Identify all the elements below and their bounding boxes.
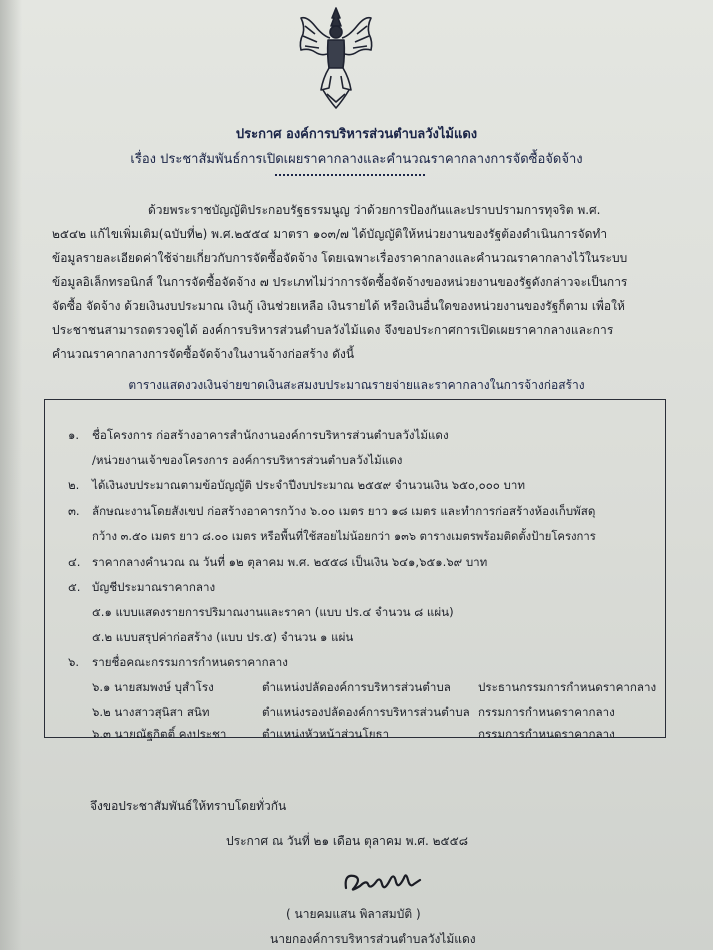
- announcement-title: ประกาศ องค์การบริหารส่วนตำบลวังไม้แดง: [235, 127, 478, 142]
- intro-paragraph: [52, 198, 652, 366]
- item-text: ราคากลางคำนวณ ณ วันที่ ๑๒ ตุลาคม พ.ศ. ๒๕๕๘ เป็นเงิน ๖๔๑,๖๕๑.๖๙ บาท: [92, 555, 488, 569]
- item-1: [68, 427, 449, 445]
- intro-line: ประชาชนสามารถตรวจดูได้ องค์การบริหารส่วนตำบลวังไม้แดง จึงขอประกาศการเปิดเผยราคากลางและการ: [52, 323, 614, 337]
- item-number: ๔.: [68, 555, 81, 569]
- item-text: ได้เงินงบประมาณตามข้อบัญญัติ ประจำปีงบประมาณ ๒๕๕๙ จำนวนเงิน ๖๕๐,๐๐๐ บาท: [92, 478, 526, 492]
- signer-title: นายกองค์การบริหารส่วนตำบลวังไม้แดง: [270, 932, 476, 946]
- item-2: [68, 477, 525, 495]
- committee-member-position: ตำแหน่งปลัดองค์การบริหารส่วนตำบล: [262, 680, 451, 694]
- item-3: [68, 503, 595, 521]
- item-text: รายชื่อคณะกรรมการกำหนดราคากลาง: [92, 655, 288, 669]
- item-5-sub-2: ๕.๒ แบบสรุปค่าก่อสร้าง (แบบ ปร.๕) จำนวน ๑ แผ่น: [92, 630, 354, 644]
- announcement-date: ประกาศ ณ วันที่ ๒๑ เดือน ตุลาคม พ.ศ. ๒๕๕๘: [226, 834, 468, 848]
- item-number: ๖.: [68, 655, 80, 669]
- table-title: ตารางแสดงวงเงินจ่ายขาดเงินสะสมงบประมาณรายจ่ายและราคากลางในการจ้างก่อสร้าง: [128, 378, 585, 392]
- committee-member-role: กรรมการกำหนดราคากลาง: [478, 705, 615, 719]
- committee-member-position: ตำแหน่งหัวหน้าส่วนโยธา: [262, 727, 390, 741]
- committee-member-position: ตำแหน่งรองปลัดองค์การบริหารส่วนตำบล: [262, 705, 470, 719]
- committee-member-name: ๖.๓ นายณัฐกิตติ์ คงประชา: [92, 727, 227, 741]
- item-text: ลักษณะงานโดยสังเขป ก่อสร้างอาคารกว้าง ๖.๐๐ เมตร ยาว ๑๘ เมตร และทำการก่อสร้างห้องเก็บพัสดุ: [92, 504, 596, 518]
- committee-member-name: ๖.๒ นางสาวสุนิสา สนิท: [92, 705, 210, 719]
- intro-line: ข้อมูลรายละเอียดค่าใช้จ่ายเกี่ยวกับการจัดซื้อจัดจ้าง โดยเฉพาะเรื่องราคากลางและคำนวณราคากลางไว้ในระบบ: [52, 251, 628, 265]
- garuda-emblem-icon: [293, 4, 379, 112]
- item-6: [68, 654, 288, 672]
- intro-line: คำนวณราคากลางการจัดซื้อจัดจ้างในงานจ้างก่อสร้าง ดังนี้: [52, 347, 355, 361]
- announcement-subject: เรื่อง ประชาสัมพันธ์การเปิดเผยราคากลางและคำนวณราคากลางการจัดซื้อจัดจ้าง: [130, 152, 583, 167]
- item-text: ชื่อโครงการ ก่อสร้างอาคารสำนักงานองค์การบริหารส่วนตำบลวังไม้แดง: [92, 428, 449, 442]
- item-number: ๑.: [68, 428, 80, 442]
- item-5-sub-1: ๕.๑ แบบแสดงรายการปริมาณงานและราคา (แบบ ปร.๔ จำนวน ๘ แผ่น): [92, 605, 454, 619]
- closing-statement: จึงขอประชาสัมพันธ์ให้ทราบโดยทั่วกัน: [90, 799, 287, 813]
- item-1-line-2: /หน่วยงานเจ้าของโครงการ องค์การบริหารส่วนตำบลวังไม้แดง: [92, 453, 403, 467]
- intro-line: ข้อมูลอิเล็กทรอนิกส์ ในการจัดซื้อจัดจ้าง ๗ ประเภทไม่ว่าการจัดซื้อจัดจ้างของหน่วยงานของรัฐดังกล่าวจะเป็นการ: [52, 275, 628, 289]
- item-number: ๓.: [68, 504, 80, 518]
- committee-member-role: ประธานกรรมการกำหนดราคากลาง: [478, 680, 657, 694]
- signature-icon: [340, 862, 428, 902]
- intro-line: ด้วยพระราชบัญญัติประกอบรัฐธรรมนูญ ว่าด้วยการป้องกันและปราบปรามการทุจริต พ.ศ.: [148, 203, 601, 217]
- committee-member-role: กรรมการกำหนดราคากลาง: [478, 727, 615, 741]
- item-5: [68, 579, 215, 597]
- committee-member-name: ๖.๑ นายสมพงษ์ บุสำโรง: [92, 680, 214, 694]
- dotted-divider: [275, 174, 425, 176]
- item-4: [68, 554, 487, 572]
- item-3-line-2: กว้าง ๓.๕๐ เมตร ยาว ๘.๐๐ เมตร หรือพื้นที่ใช้สอยไม่น้อยกว่า ๑๓๖ ตารางเมตรพร้อมติดตั้งป้ายโครงการ: [92, 530, 596, 543]
- signer-name: ( นายคมแสน พิลาสมบัติ ): [286, 907, 421, 921]
- item-text: บัญชีประมาณราคากลาง: [92, 580, 216, 594]
- intro-line: จัดซื้อ จัดจ้าง ด้วยเงินงบประมาณ เงินกู้ เงินช่วยเหลือ เงินรายได้ หรือเงินอื่นใดของหน่วยงานของรัฐก็ตาม เพื่อให้: [52, 299, 625, 313]
- item-number: ๒.: [68, 478, 80, 492]
- intro-line: ๒๕๔๒ แก้ไขเพิ่มเติม(ฉบับที่๒) พ.ศ.๒๕๕๔ มาตรา ๑๐๓/๗ ได้บัญญัติให้หน่วยงานของรัฐต้องดำเนินการจัดทำ: [52, 227, 608, 241]
- item-number: ๕.: [68, 580, 81, 594]
